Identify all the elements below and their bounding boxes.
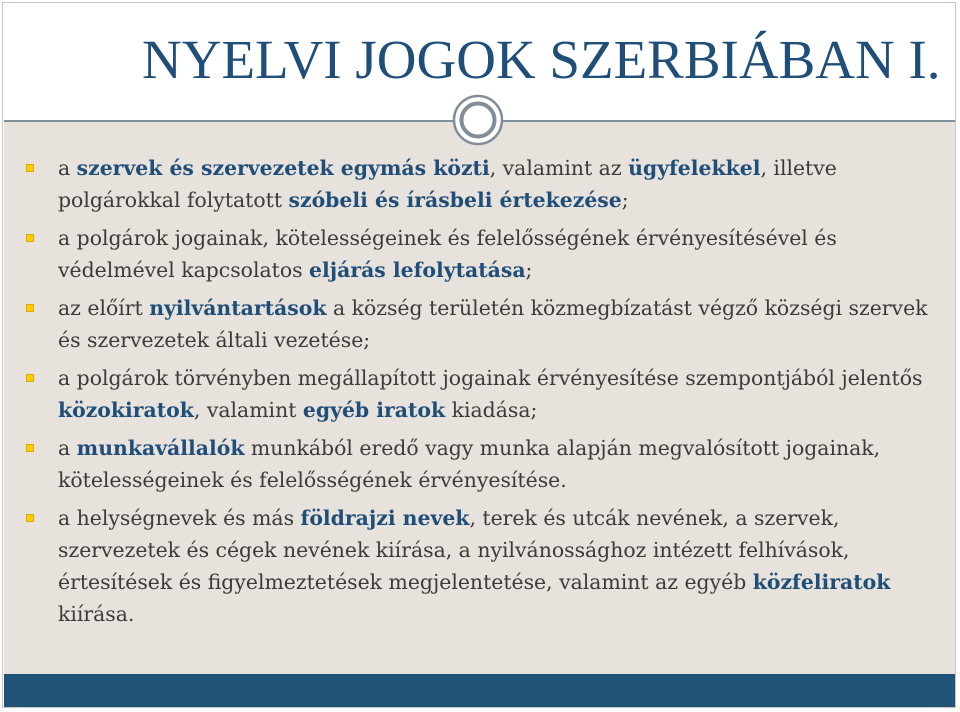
bullet-item	[26, 152, 932, 216]
square-bullet-icon	[26, 164, 34, 172]
bullet-text-segment: , illetve polgárokkal folytatott	[58, 156, 837, 212]
bullet-item	[26, 292, 932, 356]
bullet-bold-segment: egyéb iratok	[302, 398, 446, 422]
bullet-text-segment: a polgárok jogainak, kötelességeinek és felelősségének érvényesítésével és védelmével kapcsolatos	[58, 226, 837, 282]
double-ring-circle-icon	[452, 94, 504, 146]
bullet-text-segment: kiírása.	[58, 602, 135, 626]
bullet-list	[26, 152, 932, 636]
bullet-item	[26, 502, 932, 630]
bullet-text-segment: a	[58, 436, 77, 460]
bullet-text-segment: a helységnevek és más	[58, 506, 301, 530]
square-bullet-icon	[26, 444, 34, 452]
bullet-text-segment: , valamint	[193, 398, 303, 422]
bullet-text-segment: az előírt	[58, 296, 150, 320]
bullet-bold-segment: munkavállalók	[76, 436, 245, 460]
bullet-bold-segment: földrajzi nevek	[300, 506, 470, 530]
bullet-text-segment: , terek és utcák nevének, a szervek, szervezetek és cégek nevének kiírása, a nyilvánossághoz intézett felhívások, értesítések és figyelmeztetések megjelentetése, valamint az egyéb	[58, 506, 850, 594]
bullet-text-segment: ;	[621, 188, 629, 212]
bullet-bold-segment: nyilvántartások	[149, 296, 327, 320]
bullet-text-segment: a község területén közmegbízatást végző községi szervek és szervezetek általi vezetése;	[58, 296, 928, 352]
square-bullet-icon	[26, 234, 34, 242]
square-bullet-icon	[26, 374, 34, 382]
bullet-item	[26, 432, 932, 496]
square-bullet-icon	[26, 514, 34, 522]
bullet-item	[26, 362, 932, 426]
bullet-bold-segment: ügyfelekkel	[628, 156, 761, 180]
slide-title: NYELVI JOGOK SZERBIÁBAN I.	[142, 29, 941, 90]
bullet-item	[26, 222, 932, 286]
bullet-text-segment: , valamint az	[489, 156, 629, 180]
bullet-text-segment: munkából eredő vagy munka alapján megvalósított jogainak, kötelességeinek és felelősségének érvényesítése.	[58, 436, 881, 492]
bullet-bold-segment: közfeliratok	[752, 570, 891, 594]
bullet-bold-segment: eljárás lefolytatása	[309, 258, 526, 282]
bullet-bold-segment: szervek és szervezetek egymás közti	[76, 156, 490, 180]
bullet-text-segment: ;	[525, 258, 533, 282]
bullet-bold-segment: közokiratok	[58, 398, 194, 422]
bullet-text-segment: a	[58, 156, 77, 180]
footer-bar	[4, 674, 956, 708]
square-bullet-icon	[26, 304, 34, 312]
bullet-bold-segment: szóbeli és írásbeli értekezése	[288, 188, 622, 212]
bullet-text-segment: kiadása;	[445, 398, 538, 422]
bullet-text-segment: a polgárok törvényben megállapított jogainak érvényesítése szempontjából jelentős	[58, 366, 923, 390]
